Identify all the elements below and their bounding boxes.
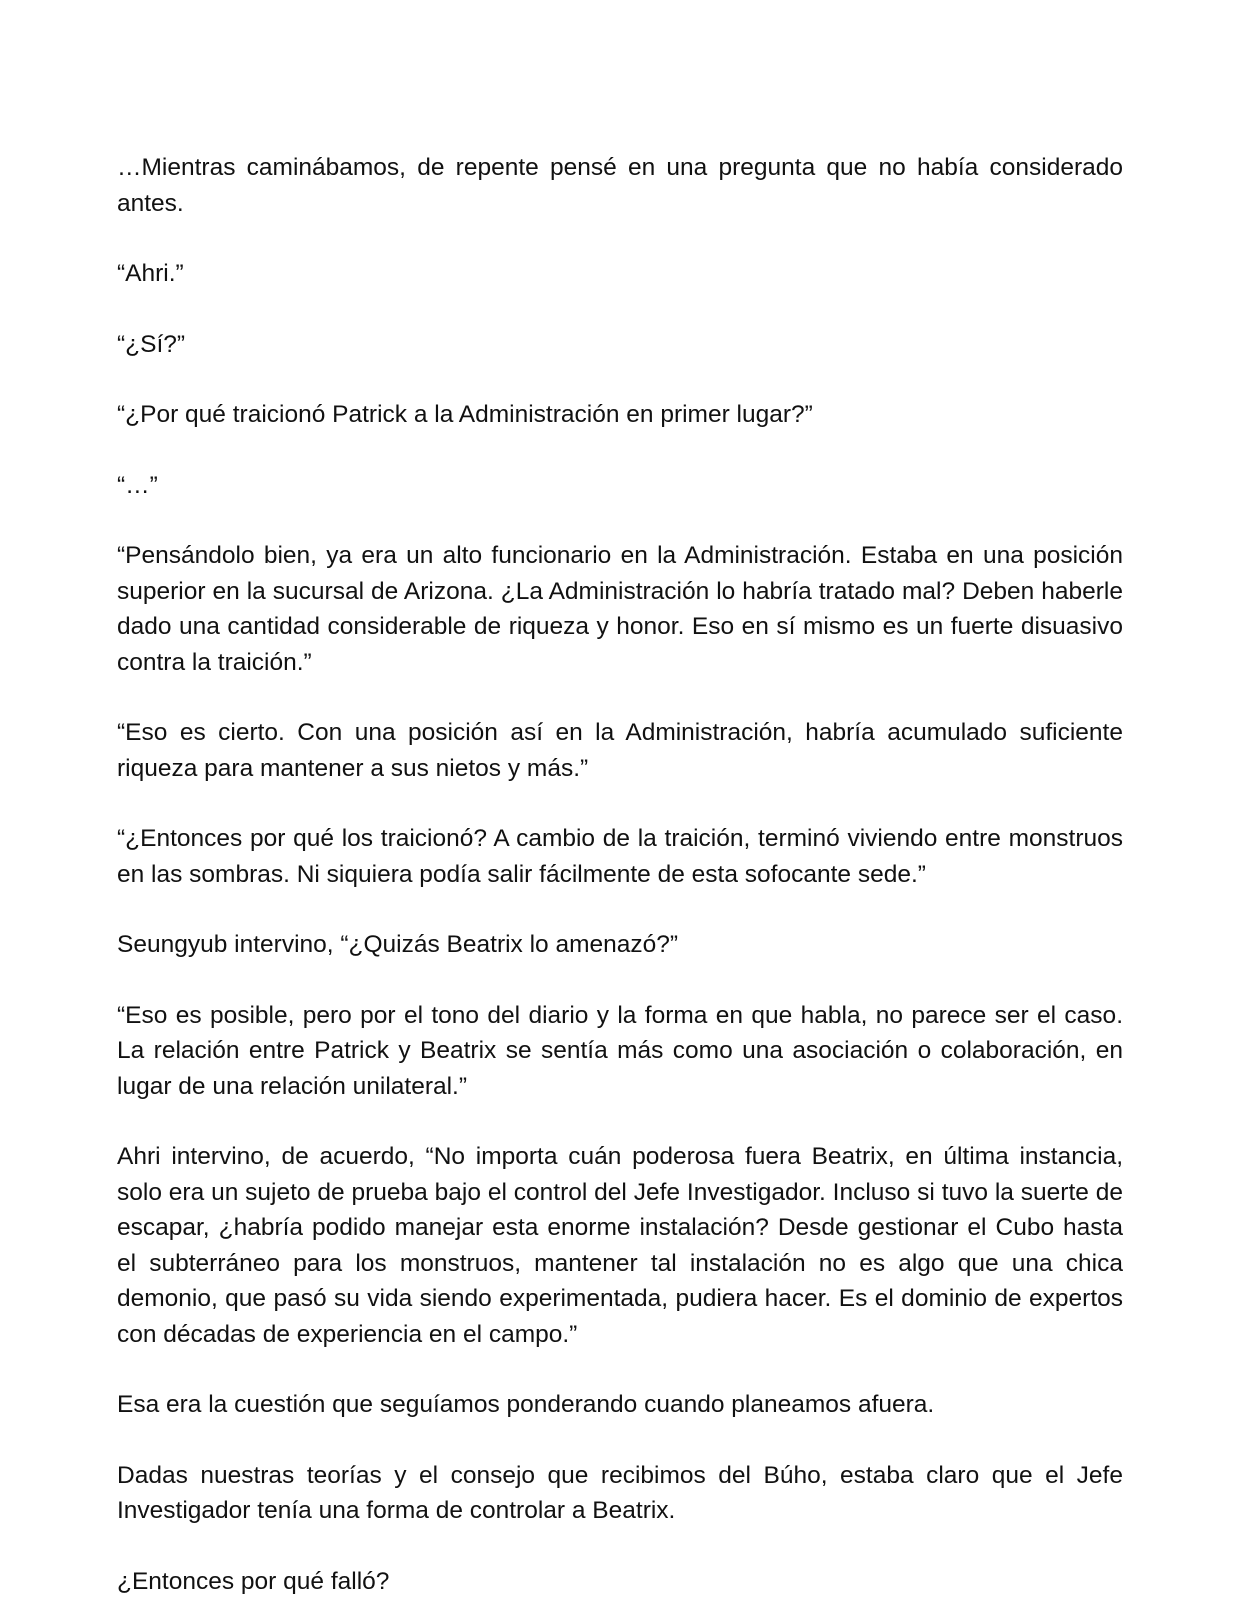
paragraph-8: “¿Entonces por qué los traicionó? A cambio de la traición, terminó viviendo entre monstruos en las sombras. Ni siquiera podía salir fácilmente de esta sofocante sede.” — [117, 825, 1123, 888]
paragraph-9: Seungyub intervino, “¿Quizás Beatrix lo amenazó?” — [117, 931, 679, 958]
paragraph-4: “¿Por qué traicionó Patrick a la Administración en primer lugar?” — [117, 401, 813, 428]
paragraph-12: Esa era la cuestión que seguíamos ponderando cuando planeamos afuera. — [117, 1391, 935, 1418]
paragraph-3: “¿Sí?” — [117, 330, 186, 358]
document-page — [117, 150, 1123, 1599]
paragraph-11: Ahri intervino, de acuerdo, “No importa cuán poderosa fuera Beatrix, en última instancia, solo era un sujeto de prueba bajo el control del Jefe Investigador. Incluso si tuvo la suerte de escapar, ¿habría podido manejar esta enorme instalación? Desde gestionar el Cubo hasta el subterráneo para los monstruos, mantener tal instalación no es algo que una chica demonio, que pasó su vida siendo experimentada, pudiera hacer. Es el dominio de expertos con décadas de experiencia en el campo.” — [117, 1143, 1123, 1348]
paragraph-10: “Eso es posible, pero por el tono del diario y la forma en que habla, no parece ser el caso. La relación entre Patrick y Beatrix se sentía más como una asociación o colaboración, en lugar de una relación unilateral.” — [117, 1001, 1123, 1100]
paragraph-5: “…” — [117, 471, 158, 499]
paragraph-6: “Pensándolo bien, ya era un alto funcionario en la Administración. Estaba en una posición superior en la sucursal de Arizona. ¿La Administración lo habría tratado mal? Deben haberle dado una cantidad considerable de riqueza y honor. Eso en sí mismo es un fuerte disuasivo contra la traición.” — [117, 542, 1123, 676]
paragraph-14: ¿Entonces por qué falló? — [117, 1567, 390, 1595]
paragraph-2: “Ahri.” — [117, 260, 184, 287]
paragraph-13: Dadas nuestras teorías y el consejo que recibimos del Búho, estaba claro que el Jefe Investigador tenía una forma de controlar a Beatrix. — [117, 1461, 1123, 1524]
paragraph-7: “Eso es cierto. Con una posición así en la Administración, habría acumulado suficiente riqueza para mantener a sus nietos y más.” — [117, 719, 1123, 782]
paragraph-1: …Mientras caminábamos, de repente pensé en una pregunta que no había considerado antes. — [117, 154, 1123, 217]
